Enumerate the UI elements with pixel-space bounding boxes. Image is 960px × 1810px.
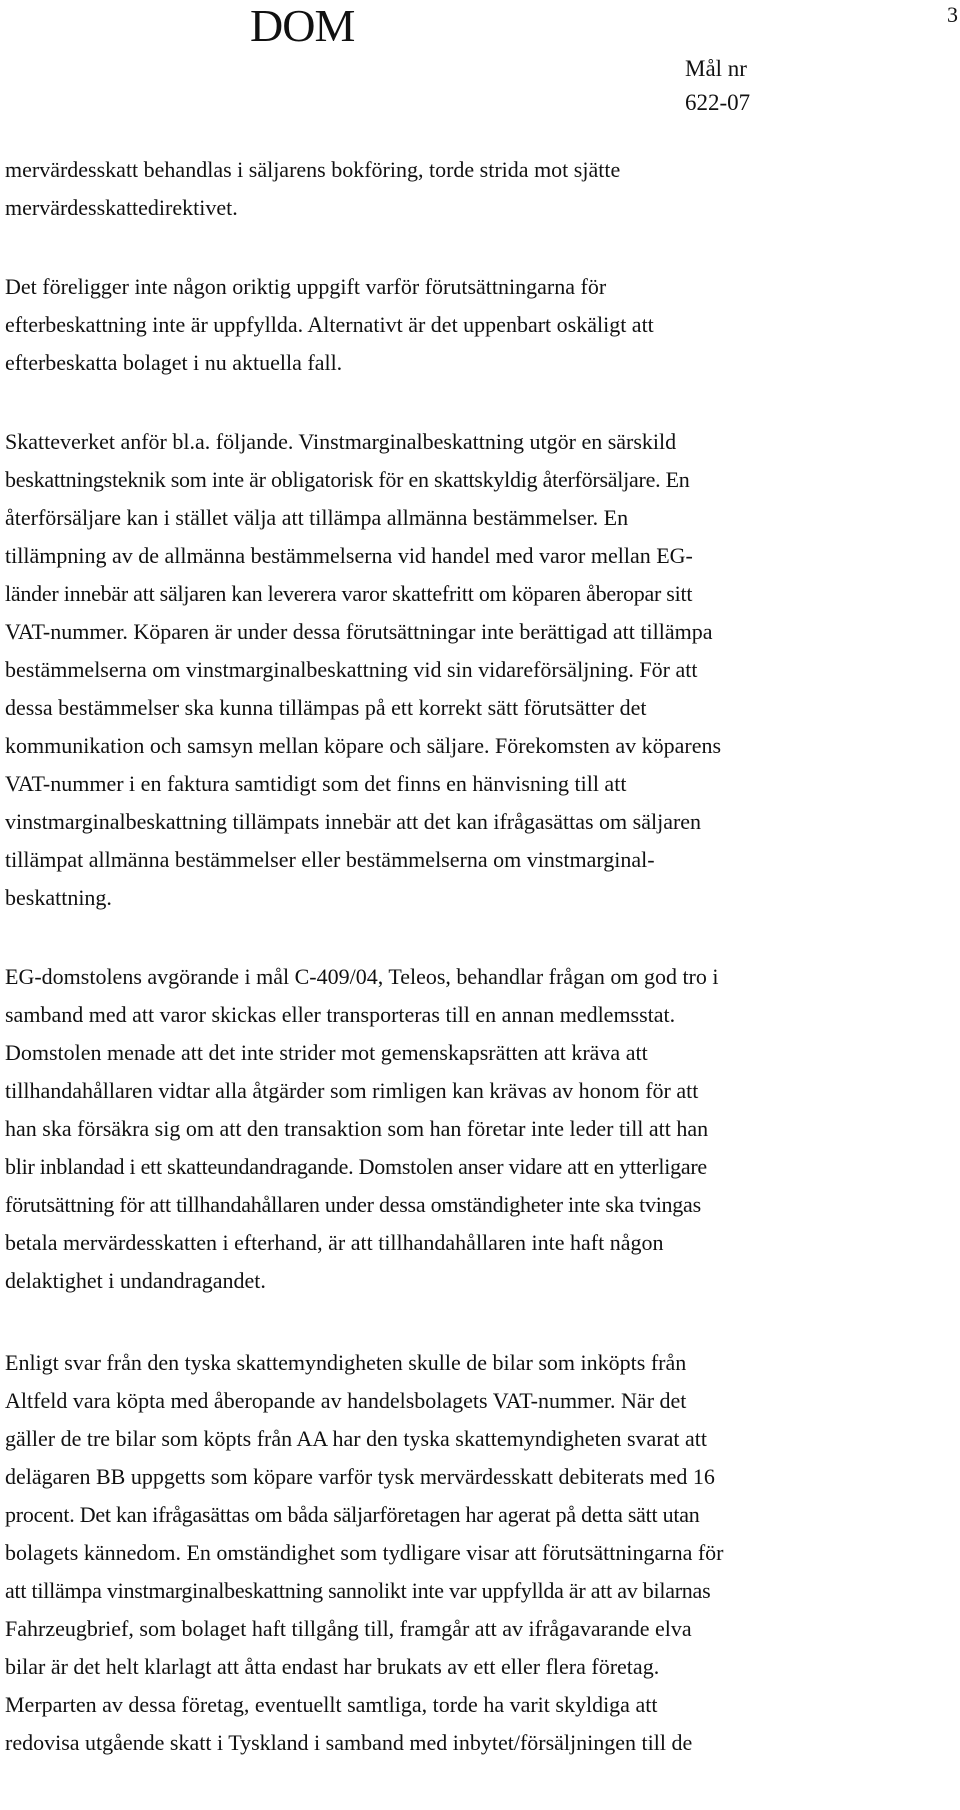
text-line: blir inblandad i ett skatteundandragande. Domstolen anser vidare att en ytterligare — [5, 1154, 707, 1179]
text-line: gäller de tre bilar som köpts från AA har den tyska skattemyndigheten svarat att — [5, 1426, 707, 1451]
case-number-label: Mål nr — [685, 56, 747, 81]
text-line: mervärdesskattedirektivet. — [5, 195, 238, 220]
document-body — [5, 151, 955, 1762]
text-line: delaktighet i undandragandet. — [5, 1268, 266, 1293]
text-line: samband med att varor skickas eller transporteras till en annan medlemsstat. — [5, 1002, 676, 1027]
paragraph-spacer — [5, 382, 955, 423]
text-line: att tillämpa vinstmarginalbeskattning sannolikt inte var uppfyllda är att av bilarnas — [5, 1578, 711, 1603]
text-line: tillämpat allmänna bestämmelser eller bestämmelserna om vinstmarginal- — [5, 847, 655, 872]
text-line: han ska försäkra sig om att den transaktion som han företar inte leder till att han — [5, 1116, 709, 1141]
text-line: VAT-nummer i en faktura samtidigt som det finns en hänvisning till att — [5, 771, 627, 796]
text-line: EG-domstolens avgörande i mål C-409/04, Teleos, behandlar frågan om god tro i — [5, 964, 719, 989]
text-line: Altfeld vara köpta med åberopande av handelsbolagets VAT-nummer. När det — [5, 1388, 687, 1413]
text-line: bilar är det helt klarlagt att åtta endast har brukats av ett eller flera företag. — [5, 1654, 660, 1679]
text-line: beskattningsteknik som inte är obligatorisk för en skattskyldig återförsäljare. En — [5, 467, 690, 492]
paragraph — [5, 423, 955, 917]
text-line: bestämmelserna om vinstmarginalbeskattning vid sin vidareförsäljning. För att — [5, 657, 698, 682]
text-line: dessa bestämmelser ska kunna tillämpas på ett korrekt sätt förutsätter det — [5, 695, 647, 720]
text-line: Merparten av dessa företag, eventuellt samtliga, torde ha varit skyldiga att — [5, 1692, 658, 1717]
page-number: 3 — [947, 2, 958, 27]
text-line: Skatteverket anför bl.a. följande. Vinstmarginalbeskattning utgör en särskild — [5, 429, 677, 454]
text-line: beskattning. — [5, 885, 112, 910]
paragraph — [5, 151, 955, 227]
text-line: mervärdesskatt behandlas i säljarens bokföring, torde strida mot sjätte — [5, 157, 621, 182]
text-line: redovisa utgående skatt i Tyskland i samband med inbytet/försäljningen till de — [5, 1730, 693, 1755]
text-line: Enligt svar från den tyska skattemyndigheten skulle de bilar som inköpts från — [5, 1350, 687, 1375]
text-line: procent. Det kan ifrågasättas om båda säljarföretagen har agerat på detta sätt utan — [5, 1502, 700, 1527]
document-title: DOM — [250, 0, 355, 51]
text-line: delägaren BB uppgetts som köpare varför tysk mervärdesskatt debiterats med 16 — [5, 1464, 715, 1489]
paragraph — [5, 1344, 955, 1762]
text-line: Fahrzeugbrief, som bolaget haft tillgång till, framgår att av ifrågavarande elva — [5, 1616, 692, 1641]
text-line: tillhandahållaren vidtar alla åtgärder som rimligen kan krävas av honom för att — [5, 1078, 699, 1103]
text-line: betala mervärdesskatten i efterhand, är att tillhandahållaren inte haft någon — [5, 1230, 664, 1255]
text-line: tillämpning av de allmänna bestämmelserna vid handel med varor mellan EG- — [5, 543, 693, 568]
text-line: vinstmarginalbeskattning tillämpats innebär att det kan ifrågasättas om säljaren — [5, 809, 702, 834]
text-line: Domstolen menade att det inte strider mot gemenskapsrätten att kräva att — [5, 1040, 648, 1065]
text-line: Det föreligger inte någon oriktig uppgift varför förutsättningarna för — [5, 274, 607, 299]
text-line: förutsättning för att tillhandahållaren under dessa omständigheter inte ska tvingas — [5, 1192, 701, 1217]
text-line: efterbeskattning inte är uppfyllda. Alternativt är det uppenbart oskäligt att — [5, 312, 654, 337]
text-line: VAT-nummer. Köparen är under dessa förutsättningar inte berättigad att tillämpa — [5, 619, 713, 644]
text-line: länder innebär att säljaren kan leverera varor skattefritt om köparen åberopar sitt — [5, 581, 693, 606]
text-line: återförsäljare kan i stället välja att tillämpa allmänna bestämmelser. En — [5, 505, 629, 530]
text-line: efterbeskatta bolaget i nu aktuella fall. — [5, 350, 343, 375]
paragraph-spacer — [5, 227, 955, 268]
text-line: bolagets kännedom. En omständighet som tydligare visar att förutsättningarna för — [5, 1540, 724, 1565]
case-number: 622-07 — [685, 90, 751, 115]
paragraph — [5, 958, 955, 1300]
paragraph — [5, 268, 955, 382]
paragraph-spacer — [5, 1300, 955, 1344]
text-line: kommunikation och samsyn mellan köpare och säljare. Förekomsten av köparens — [5, 733, 722, 758]
paragraph-spacer — [5, 917, 955, 958]
